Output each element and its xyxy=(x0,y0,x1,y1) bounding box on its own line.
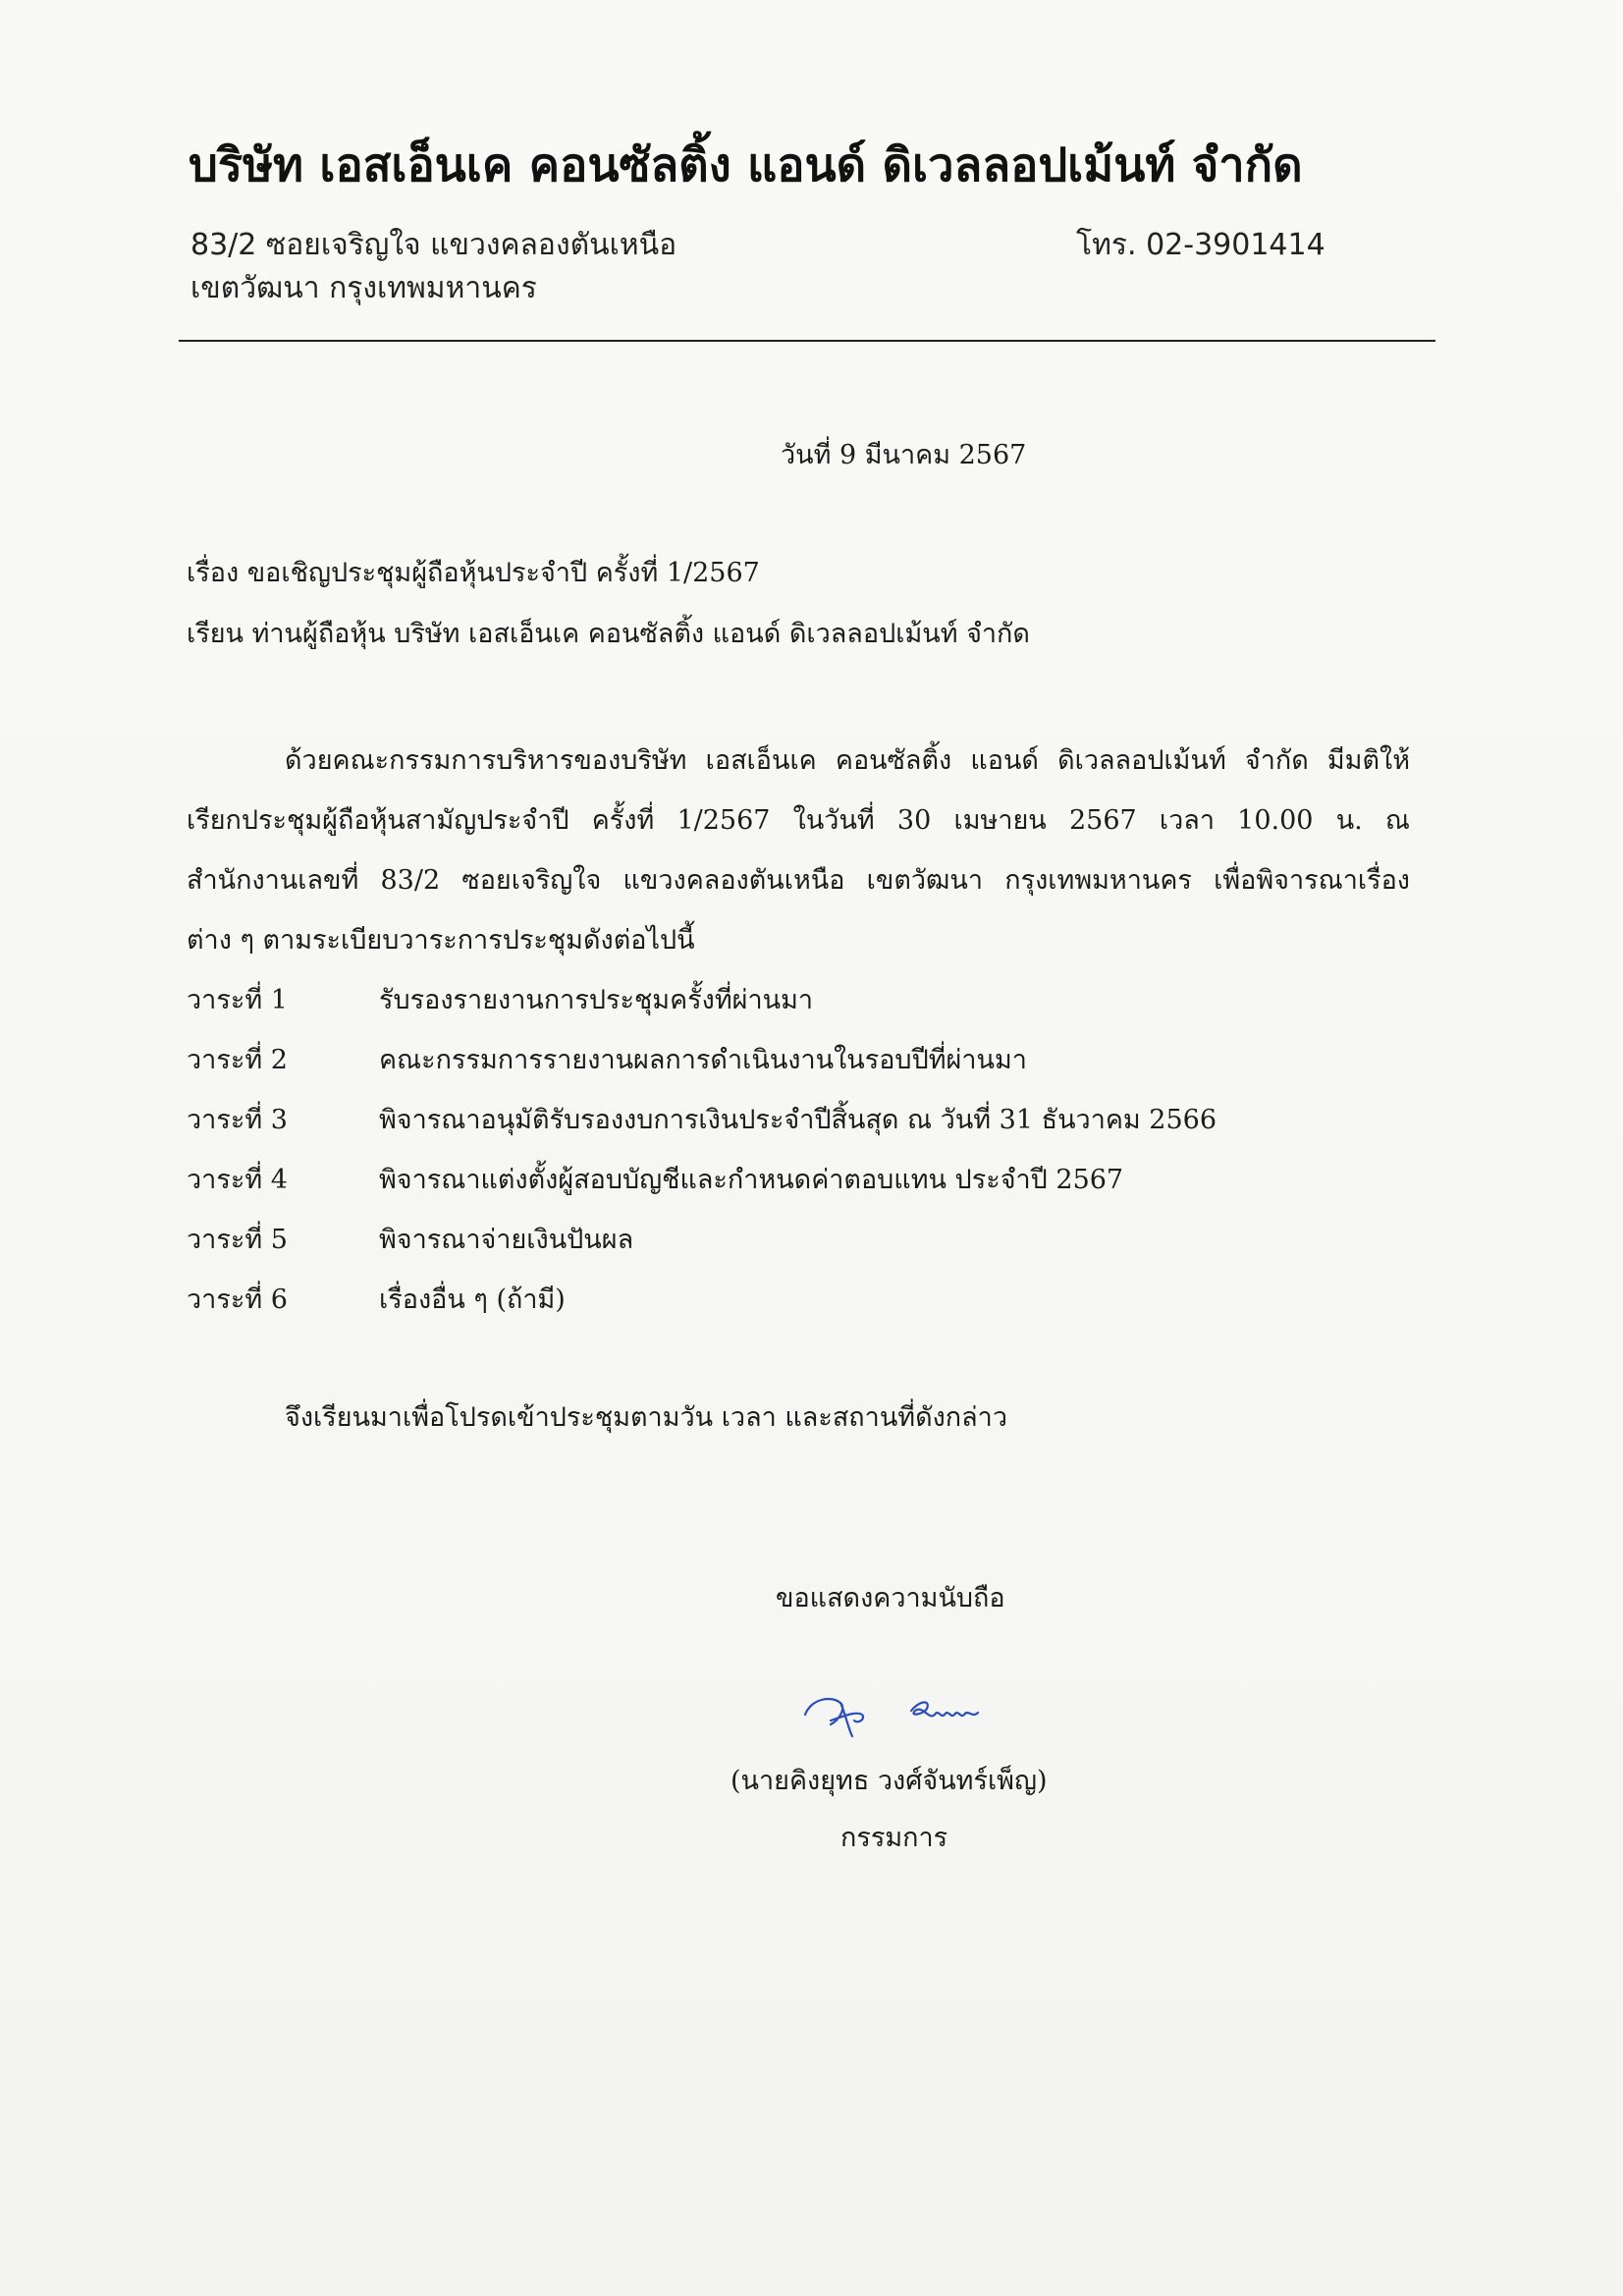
agenda-label: วาระที่ 5 xyxy=(187,1225,288,1255)
agenda-item xyxy=(187,1038,1217,1098)
agenda-item xyxy=(187,1218,1217,1278)
agenda-label: วาระที่ 6 xyxy=(187,1285,288,1315)
agenda-label: วาระที่ 4 xyxy=(187,1165,288,1195)
body-line xyxy=(285,738,1410,781)
company-name: บริษัท เอสเอ็นเค คอนซัลติ้ง แอนด์ ดิเวลลอปเม้นท์ จำกัด xyxy=(189,138,1303,192)
letter-subject: เรื่อง ขอเชิญประชุมผู้ถือหุ้นประจำปี ครั้งที่ 1/2567 xyxy=(187,558,760,588)
body-line xyxy=(187,858,1410,901)
agenda-item xyxy=(187,978,1217,1038)
agenda-text: พิจารณาอนุมัติรับรองงบการเงินประจำปีสิ้นสุด ณ วันที่ 31 ธันวาคม 2566 xyxy=(379,1105,1217,1135)
body-line-text: เรียกประชุมผู้ถือหุ้นสามัญประจำปี ครั้งที่ 1/2567 ในวันที่ 30 เมษายน 2567 เวลา 10.00 น. ณ xyxy=(187,805,1410,836)
body-line xyxy=(187,798,1410,841)
letter-recipient: เรียน ท่านผู้ถือหุ้น บริษัท เอสเอ็นเค คอนซัลติ้ง แอนด์ ดิเวลลอปเม้นท์ จำกัด xyxy=(187,619,1030,649)
company-address-line2: เขตวัฒนา กรุงเทพมหานคร xyxy=(190,271,537,305)
regards-text: ขอแสดงความนับถือ xyxy=(776,1583,1005,1613)
agenda-text: คณะกรรมการรายงานผลการดำเนินงานในรอบปีที่ผ่านมา xyxy=(379,1045,1027,1075)
agenda-text: พิจารณาจ่ายเงินปันผล xyxy=(379,1225,634,1255)
body-line xyxy=(187,918,695,960)
letterhead-divider xyxy=(179,340,1435,342)
agenda-text: เรื่องอื่น ๆ (ถ้ามี) xyxy=(379,1285,566,1315)
agenda-label: วาระที่ 1 xyxy=(187,985,288,1015)
agenda-label: วาระที่ 3 xyxy=(187,1105,288,1135)
agenda-text: พิจารณาแต่งตั้งผู้สอบบัญชีและกำหนดค่าตอบแทน ประจำปี 2567 xyxy=(379,1165,1124,1195)
letter-date: วันที่ 9 มีนาคม 2567 xyxy=(781,440,1027,470)
agenda-text: รับรองรายงานการประชุมครั้งที่ผ่านมา xyxy=(379,985,814,1015)
company-address-line1: 83/2 ซอยเจริญใจ แขวงคลองตันเหนือ xyxy=(190,228,677,262)
signer-position: กรรมการ xyxy=(840,1823,948,1853)
signer-name: (นายคิงยุทธ วงศ์จันทร์เพ็ญ) xyxy=(730,1766,1048,1796)
company-phone: โทร. 02-3901414 xyxy=(1076,228,1325,262)
agenda-item xyxy=(187,1098,1217,1158)
closing-sentence: จึงเรียนมาเพื่อโปรดเข้าประชุมตามวัน เวลา และสถานที่ดังกล่าว xyxy=(285,1402,1008,1433)
signature-image xyxy=(801,1681,998,1740)
body-line-text: สำนักงานเลขที่ 83/2 ซอยเจริญใจ แขวงคลองตันเหนือ เขตวัฒนา กรุงเทพมหานคร เพื่อพิจารณาเรื่อง xyxy=(187,865,1410,896)
agenda-list xyxy=(187,978,1217,1338)
body-line-text: ด้วยคณะกรรมการบริหารของบริษัท เอสเอ็นเค คอนซัลติ้ง แอนด์ ดิเวลลอปเม้นท์ จำกัด มีมติให้ xyxy=(285,745,1410,776)
signature-stroke xyxy=(805,1699,863,1736)
agenda-label: วาระที่ 2 xyxy=(187,1045,288,1075)
agenda-item xyxy=(187,1278,1217,1338)
agenda-item xyxy=(187,1158,1217,1218)
signature-stroke xyxy=(911,1702,978,1716)
body-line-text: ต่าง ๆ ตามระเบียบวาระการประชุมดังต่อไปนี้ xyxy=(187,925,695,956)
